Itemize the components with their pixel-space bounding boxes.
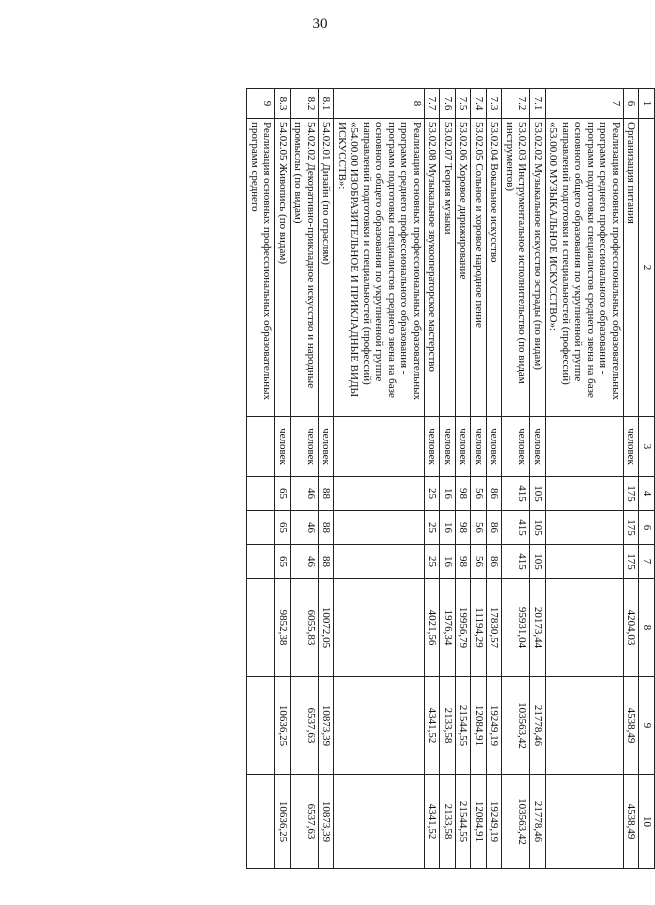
row-col4-cell xyxy=(334,477,425,511)
row-col10-cell: 12084,91 xyxy=(471,775,487,869)
row-col8-cell: 95931,04 xyxy=(502,579,530,677)
row-name-cell: Организация питания xyxy=(624,119,640,417)
row-col6-cell: 25 xyxy=(425,511,441,545)
row-col8-cell: 4204,03 xyxy=(624,579,640,677)
row-col6-cell xyxy=(334,511,425,545)
header-cell: 4 xyxy=(639,477,655,511)
row-col4-cell: 98 xyxy=(456,477,472,511)
table-row xyxy=(334,89,425,869)
row-col8-cell: 19956,79 xyxy=(456,579,472,677)
row-number-cell: 7.6 xyxy=(440,89,456,119)
row-col4-cell: 46 xyxy=(291,477,319,511)
table-header-row xyxy=(639,89,655,869)
header-cell: 9 xyxy=(639,677,655,775)
row-col9-cell xyxy=(546,677,624,775)
table-row xyxy=(275,89,291,869)
row-col7-cell: 415 xyxy=(502,545,530,579)
table-row xyxy=(319,89,335,869)
row-col9-cell: 2133,58 xyxy=(440,677,456,775)
row-col7-cell: 175 xyxy=(624,545,640,579)
header-cell: 2 xyxy=(639,119,655,417)
row-name-cell: 53.02.06 Хоровое дирижирование xyxy=(456,119,472,417)
row-number-cell: 7.1 xyxy=(530,89,546,119)
row-number-cell: 8.2 xyxy=(291,89,319,119)
row-col7-cell: 88 xyxy=(319,545,335,579)
row-unit-cell: человек xyxy=(530,417,546,477)
row-col7-cell: 98 xyxy=(456,545,472,579)
row-unit-cell: человек xyxy=(487,417,503,477)
page-number: 30 xyxy=(312,16,328,32)
row-name-cell: 53.02.02 Музыкальное искусство эстрады (по видам) xyxy=(530,119,546,417)
row-col6-cell: 415 xyxy=(502,511,530,545)
table-row xyxy=(624,89,640,869)
row-col7-cell: 16 xyxy=(440,545,456,579)
row-unit-cell: человек xyxy=(502,417,530,477)
row-col7-cell: 105 xyxy=(530,545,546,579)
row-col9-cell: 6537,63 xyxy=(291,677,319,775)
row-col10-cell: 4341,52 xyxy=(425,775,441,869)
row-col7-cell: 86 xyxy=(487,545,503,579)
table-row xyxy=(425,89,441,869)
row-col10-cell xyxy=(334,775,425,869)
row-col4-cell: 415 xyxy=(502,477,530,511)
table-row xyxy=(487,89,503,869)
row-name-cell: 54.02.01 Дизайн (по отраслям) xyxy=(319,119,335,417)
row-col6-cell xyxy=(247,511,275,545)
row-col6-cell: 105 xyxy=(530,511,546,545)
row-col10-cell xyxy=(546,775,624,869)
row-col10-cell: 10873,39 xyxy=(319,775,335,869)
row-number-cell: 8.1 xyxy=(319,89,335,119)
row-col10-cell: 6537,63 xyxy=(291,775,319,869)
header-cell: 6 xyxy=(639,511,655,545)
row-col9-cell: 21544,55 xyxy=(456,677,472,775)
row-unit-cell xyxy=(546,417,624,477)
services-table xyxy=(247,88,655,869)
row-name-cell: 53.02.07 Теория музыки xyxy=(440,119,456,417)
row-col10-cell: 10636,25 xyxy=(275,775,291,869)
row-unit-cell xyxy=(247,417,275,477)
row-name-cell: Реализация основных профессиональных образовательных программ среднего профессионального образования - программ подготовки специалистов среднего звена на базе основного общего образования по укрупненной группе направлений подготовки и специальностей (профессий) «53.00.00 МУЗЫКАЛЬНОЕ ИСКУССТВО»: xyxy=(546,119,624,417)
row-unit-cell: человек xyxy=(624,417,640,477)
header-cell: 1 xyxy=(639,89,655,119)
row-col10-cell: 103563,42 xyxy=(502,775,530,869)
row-col10-cell: 4538,49 xyxy=(624,775,640,869)
table-row xyxy=(502,89,530,869)
row-col7-cell xyxy=(334,545,425,579)
rotated-landscape-page xyxy=(82,88,655,868)
row-col9-cell: 12084,91 xyxy=(471,677,487,775)
row-col6-cell xyxy=(546,511,624,545)
row-number-cell: 7.2 xyxy=(502,89,530,119)
row-col9-cell: 10636,25 xyxy=(275,677,291,775)
row-col4-cell: 86 xyxy=(487,477,503,511)
row-col10-cell: 21778,46 xyxy=(530,775,546,869)
row-col8-cell: 20173,44 xyxy=(530,579,546,677)
row-col6-cell: 46 xyxy=(291,511,319,545)
row-col10-cell: 19249,19 xyxy=(487,775,503,869)
row-unit-cell: человек xyxy=(456,417,472,477)
row-unit-cell: человек xyxy=(319,417,335,477)
row-col7-cell xyxy=(546,545,624,579)
header-cell: 3 xyxy=(639,417,655,477)
row-col8-cell: 4021,56 xyxy=(425,579,441,677)
row-col8-cell xyxy=(247,579,275,677)
row-col9-cell xyxy=(247,677,275,775)
row-number-cell: 7.4 xyxy=(471,89,487,119)
row-col4-cell xyxy=(546,477,624,511)
row-col7-cell: 25 xyxy=(425,545,441,579)
table-row xyxy=(530,89,546,869)
row-unit-cell: человек xyxy=(471,417,487,477)
row-col4-cell: 88 xyxy=(319,477,335,511)
row-col9-cell: 19249,19 xyxy=(487,677,503,775)
row-unit-cell: человек xyxy=(425,417,441,477)
row-unit-cell: человек xyxy=(275,417,291,477)
row-name-cell: 53.02.05 Сольное и хоровое народное пение xyxy=(471,119,487,417)
table-row xyxy=(247,89,275,869)
row-col6-cell: 98 xyxy=(456,511,472,545)
row-col6-cell: 16 xyxy=(440,511,456,545)
row-col10-cell: 21544,55 xyxy=(456,775,472,869)
row-col8-cell: 1976,34 xyxy=(440,579,456,677)
row-col7-cell: 46 xyxy=(291,545,319,579)
row-unit-cell xyxy=(334,417,425,477)
row-col4-cell: 16 xyxy=(440,477,456,511)
rotated-table-area xyxy=(82,88,655,868)
row-col9-cell xyxy=(334,677,425,775)
header-cell: 10 xyxy=(639,775,655,869)
row-number-cell: 7 xyxy=(546,89,624,119)
row-col8-cell: 11194,29 xyxy=(471,579,487,677)
row-col9-cell: 21778,46 xyxy=(530,677,546,775)
row-name-cell: Реализация основных профессиональных образовательных программ среднего профессионального образования - программ подготовки специалистов среднего звена на базе основного общего образования по укрупненной группе направлений подготовки и специальностей (профессий) «54.00.00 ИЗОБРАЗИТЕЛЬНОЕ И ПРИКЛАДНЫЕ ВИДЫ ИСКУССТВ»: xyxy=(334,119,425,417)
row-col4-cell: 175 xyxy=(624,477,640,511)
row-number-cell: 8.3 xyxy=(275,89,291,119)
row-number-cell: 9 xyxy=(247,89,275,119)
row-name-cell: 53.02.03 Инструментальное исполнительство (по видам инструментов) xyxy=(502,119,530,417)
row-col8-cell: 10072,05 xyxy=(319,579,335,677)
row-col9-cell: 4341,52 xyxy=(425,677,441,775)
row-col8-cell: 6055,83 xyxy=(291,579,319,677)
row-col9-cell: 4538,49 xyxy=(624,677,640,775)
row-col7-cell xyxy=(247,545,275,579)
row-number-cell: 6 xyxy=(624,89,640,119)
table-row xyxy=(546,89,624,869)
row-name-cell: Реализация основных профессиональных образовательных программ среднего xyxy=(247,119,275,417)
row-col6-cell: 65 xyxy=(275,511,291,545)
row-col9-cell: 103563,42 xyxy=(502,677,530,775)
row-col8-cell xyxy=(334,579,425,677)
row-col8-cell: 17830,57 xyxy=(487,579,503,677)
header-cell: 7 xyxy=(639,545,655,579)
row-col4-cell xyxy=(247,477,275,511)
row-name-cell: 53.02.08 Музыкальное звукооператорское мастерство xyxy=(425,119,441,417)
row-number-cell: 8 xyxy=(334,89,425,119)
row-col9-cell: 10873,39 xyxy=(319,677,335,775)
row-name-cell: 54.02.05 Живопись (по видам) xyxy=(275,119,291,417)
row-col6-cell: 175 xyxy=(624,511,640,545)
row-number-cell: 7.7 xyxy=(425,89,441,119)
header-cell: 8 xyxy=(639,579,655,677)
row-col4-cell: 56 xyxy=(471,477,487,511)
row-name-cell: 53.02.04 Вокальное искусство xyxy=(487,119,503,417)
row-name-cell: 54.02.02 Декоративно-прикладное искусство и народные промыслы (по видам) xyxy=(291,119,319,417)
row-col6-cell: 86 xyxy=(487,511,503,545)
table-row xyxy=(291,89,319,869)
row-number-cell: 7.5 xyxy=(456,89,472,119)
row-col7-cell: 65 xyxy=(275,545,291,579)
row-unit-cell: человек xyxy=(440,417,456,477)
table-row xyxy=(440,89,456,869)
row-col10-cell: 2133,58 xyxy=(440,775,456,869)
row-col8-cell: 9852,38 xyxy=(275,579,291,677)
row-col6-cell: 56 xyxy=(471,511,487,545)
row-col10-cell xyxy=(247,775,275,869)
row-col4-cell: 105 xyxy=(530,477,546,511)
table-row xyxy=(471,89,487,869)
row-col7-cell: 56 xyxy=(471,545,487,579)
row-col6-cell: 88 xyxy=(319,511,335,545)
table-row xyxy=(456,89,472,869)
row-col4-cell: 25 xyxy=(425,477,441,511)
row-col4-cell: 65 xyxy=(275,477,291,511)
row-unit-cell: человек xyxy=(291,417,319,477)
row-col8-cell xyxy=(546,579,624,677)
row-number-cell: 7.3 xyxy=(487,89,503,119)
